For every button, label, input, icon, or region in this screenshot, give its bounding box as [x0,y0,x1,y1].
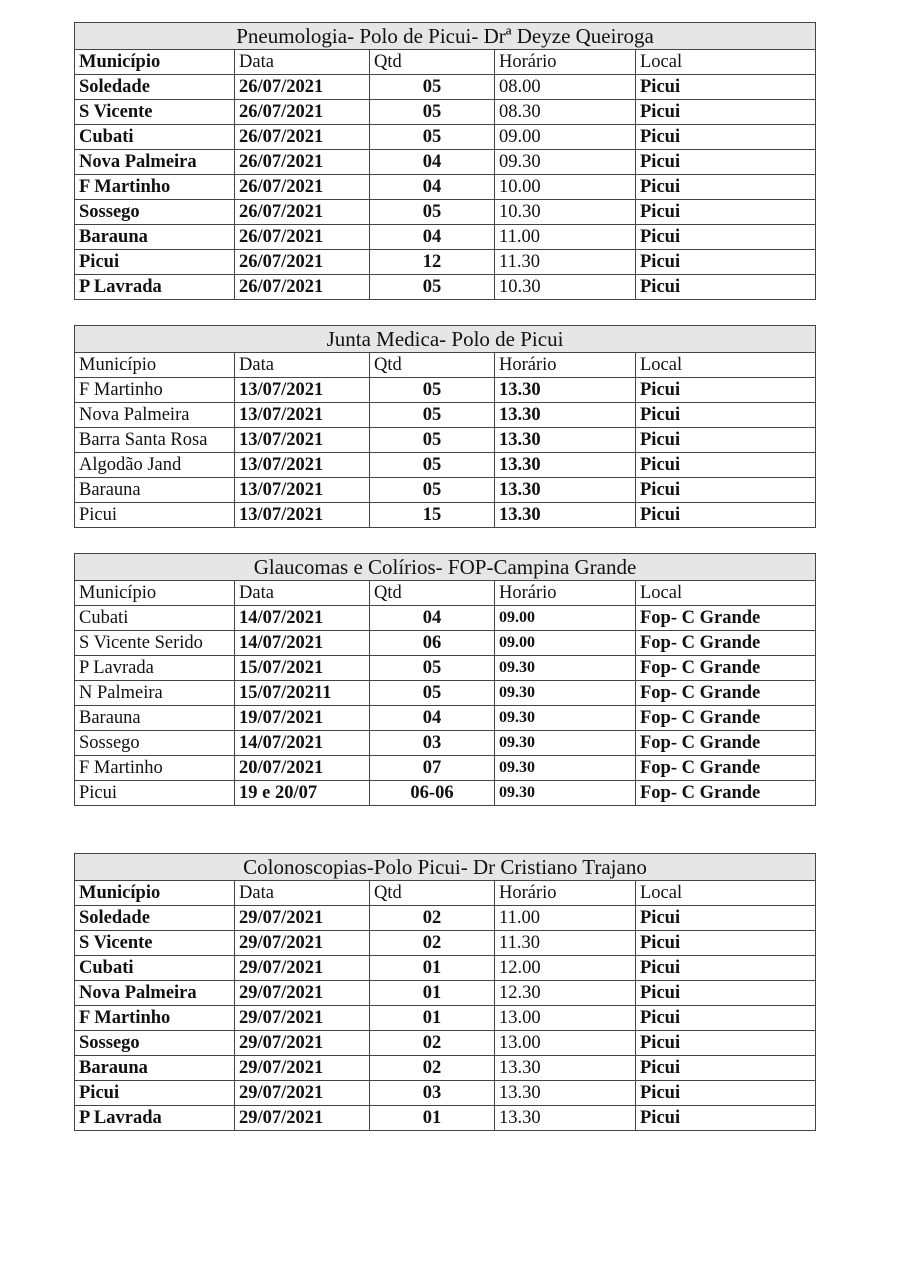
cell-data: 29/07/2021 [235,1056,370,1081]
cell-local: Fop- C Grande [636,756,816,781]
table-row [75,125,816,150]
column-header-municipio: Município [75,881,235,906]
cell-municipio: Barra Santa Rosa [75,428,235,453]
cell-data: 26/07/2021 [235,225,370,250]
cell-municipio: S Vicente [75,931,235,956]
cell-horario: 11.30 [495,250,636,275]
table-row [75,631,816,656]
table-row [75,656,816,681]
table-row [75,250,816,275]
column-header-data: Data [235,50,370,75]
table-title: Glaucomas e Colírios- FOP-Campina Grande [75,554,816,581]
cell-municipio: Barauna [75,1056,235,1081]
cell-qtd: 07 [370,756,495,781]
column-header-horario: Horário [495,353,636,378]
table-row [75,150,816,175]
cell-local: Picui [636,503,816,528]
cell-qtd: 02 [370,1056,495,1081]
cell-municipio: Picui [75,1081,235,1106]
table-row [75,1081,816,1106]
cell-local: Picui [636,1106,816,1131]
cell-data: 26/07/2021 [235,175,370,200]
cell-data: 13/07/2021 [235,453,370,478]
cell-municipio: Soledade [75,906,235,931]
schedule-table [74,22,816,300]
cell-local: Picui [636,275,816,300]
cell-local: Picui [636,1006,816,1031]
cell-local: Picui [636,906,816,931]
cell-data: 29/07/2021 [235,1031,370,1056]
cell-data: 19 e 20/07 [235,781,370,806]
table-row [75,681,816,706]
cell-horario: 12.30 [495,981,636,1006]
cell-horario: 09.30 [495,656,636,681]
cell-qtd: 02 [370,931,495,956]
cell-horario: 13.30 [495,1106,636,1131]
cell-data: 26/07/2021 [235,200,370,225]
cell-qtd: 12 [370,250,495,275]
cell-municipio: Barauna [75,706,235,731]
cell-municipio: Sossego [75,1031,235,1056]
cell-qtd: 05 [370,453,495,478]
cell-local: Picui [636,175,816,200]
cell-horario: 13.00 [495,1006,636,1031]
cell-municipio: Nova Palmeira [75,981,235,1006]
cell-qtd: 15 [370,503,495,528]
cell-horario: 09.00 [495,606,636,631]
cell-qtd: 04 [370,175,495,200]
cell-municipio: Picui [75,503,235,528]
cell-horario: 09.30 [495,781,636,806]
column-header-qtd: Qtd [370,353,495,378]
cell-local: Picui [636,931,816,956]
table-title: Junta Medica- Polo de Picui [75,326,816,353]
cell-municipio: Picui [75,250,235,275]
cell-qtd: 04 [370,706,495,731]
cell-local: Picui [636,1081,816,1106]
cell-municipio: Picui [75,781,235,806]
cell-data: 26/07/2021 [235,75,370,100]
cell-municipio: F Martinho [75,175,235,200]
cell-data: 13/07/2021 [235,503,370,528]
schedule-table [74,325,816,528]
table-row [75,200,816,225]
column-header-data: Data [235,581,370,606]
cell-municipio: P Lavrada [75,275,235,300]
column-header-qtd: Qtd [370,50,495,75]
cell-horario: 13.00 [495,1031,636,1056]
table-row [75,75,816,100]
cell-data: 29/07/2021 [235,1106,370,1131]
cell-qtd: 05 [370,200,495,225]
cell-data: 26/07/2021 [235,125,370,150]
cell-local: Picui [636,125,816,150]
cell-municipio: F Martinho [75,1006,235,1031]
cell-local: Fop- C Grande [636,656,816,681]
cell-data: 26/07/2021 [235,100,370,125]
cell-local: Fop- C Grande [636,606,816,631]
cell-qtd: 02 [370,1031,495,1056]
cell-local: Fop- C Grande [636,781,816,806]
cell-local: Picui [636,453,816,478]
schedule-table [74,553,816,806]
cell-qtd: 05 [370,378,495,403]
column-header-municipio: Município [75,353,235,378]
cell-qtd: 01 [370,1106,495,1131]
column-header-municipio: Município [75,581,235,606]
cell-qtd: 05 [370,75,495,100]
cell-local: Picui [636,428,816,453]
table-title: Pneumologia- Polo de Picui- Drª Deyze Queiroga [75,23,816,50]
cell-local: Picui [636,478,816,503]
cell-qtd: 04 [370,225,495,250]
column-header-municipio: Município [75,50,235,75]
table-row [75,453,816,478]
cell-horario: 13.30 [495,503,636,528]
cell-municipio: Barauna [75,225,235,250]
cell-horario: 13.30 [495,1056,636,1081]
cell-local: Picui [636,150,816,175]
cell-horario: 11.00 [495,225,636,250]
cell-data: 19/07/2021 [235,706,370,731]
cell-data: 29/07/2021 [235,1006,370,1031]
column-header-local: Local [636,353,816,378]
cell-qtd: 01 [370,956,495,981]
cell-qtd: 03 [370,731,495,756]
cell-qtd: 05 [370,100,495,125]
table-row [75,606,816,631]
cell-horario: 13.30 [495,403,636,428]
header-row [75,353,816,378]
cell-data: 29/07/2021 [235,1081,370,1106]
cell-municipio: S Vicente [75,100,235,125]
cell-municipio: Algodão Jand [75,453,235,478]
cell-data: 29/07/2021 [235,931,370,956]
cell-municipio: F Martinho [75,756,235,781]
table-row [75,428,816,453]
cell-horario: 13.30 [495,453,636,478]
header-row [75,881,816,906]
table-row [75,706,816,731]
cell-data: 13/07/2021 [235,403,370,428]
column-header-horario: Horário [495,50,636,75]
column-header-qtd: Qtd [370,881,495,906]
header-row [75,50,816,75]
cell-local: Fop- C Grande [636,631,816,656]
cell-qtd: 05 [370,428,495,453]
cell-qtd: 05 [370,656,495,681]
cell-local: Picui [636,200,816,225]
table-row [75,1056,816,1081]
cell-qtd: 04 [370,150,495,175]
table-row [75,906,816,931]
cell-municipio: N Palmeira [75,681,235,706]
cell-qtd: 05 [370,478,495,503]
cell-horario: 13.30 [495,478,636,503]
cell-data: 29/07/2021 [235,906,370,931]
cell-data: 26/07/2021 [235,150,370,175]
table-row [75,378,816,403]
cell-municipio: Cubati [75,125,235,150]
cell-horario: 09.30 [495,150,636,175]
table-row [75,1006,816,1031]
cell-data: 14/07/2021 [235,731,370,756]
cell-municipio: Cubati [75,956,235,981]
table-row [75,781,816,806]
cell-horario: 09.30 [495,706,636,731]
cell-qtd: 05 [370,275,495,300]
table-row [75,275,816,300]
table-row [75,756,816,781]
cell-horario: 10.00 [495,175,636,200]
cell-municipio: Sossego [75,731,235,756]
cell-data: 15/07/20211 [235,681,370,706]
cell-local: Fop- C Grande [636,681,816,706]
cell-horario: 09.00 [495,631,636,656]
column-header-local: Local [636,881,816,906]
cell-horario: 08.00 [495,75,636,100]
column-header-qtd: Qtd [370,581,495,606]
cell-horario: 13.30 [495,378,636,403]
cell-horario: 12.00 [495,956,636,981]
table-row [75,931,816,956]
table-row [75,225,816,250]
cell-local: Picui [636,378,816,403]
cell-qtd: 02 [370,906,495,931]
cell-local: Fop- C Grande [636,731,816,756]
cell-local: Picui [636,75,816,100]
cell-local: Picui [636,981,816,1006]
cell-horario: 09.30 [495,681,636,706]
cell-qtd: 04 [370,606,495,631]
cell-qtd: 05 [370,125,495,150]
column-header-horario: Horário [495,881,636,906]
column-header-data: Data [235,353,370,378]
cell-data: 13/07/2021 [235,478,370,503]
cell-data: 14/07/2021 [235,606,370,631]
table-row [75,503,816,528]
cell-local: Picui [636,250,816,275]
table-row [75,956,816,981]
cell-horario: 09.30 [495,756,636,781]
table-title: Colonoscopias-Polo Picui- Dr Cristiano Trajano [75,854,816,881]
table-row [75,1106,816,1131]
cell-qtd: 06 [370,631,495,656]
header-row [75,581,816,606]
cell-horario: 08.30 [495,100,636,125]
cell-local: Picui [636,1056,816,1081]
cell-data: 29/07/2021 [235,981,370,1006]
cell-local: Picui [636,403,816,428]
cell-data: 14/07/2021 [235,631,370,656]
cell-data: 26/07/2021 [235,250,370,275]
cell-local: Picui [636,956,816,981]
cell-municipio: F Martinho [75,378,235,403]
cell-local: Picui [636,225,816,250]
table-row [75,478,816,503]
cell-municipio: Cubati [75,606,235,631]
cell-qtd: 01 [370,981,495,1006]
table-row [75,175,816,200]
cell-qtd: 03 [370,1081,495,1106]
cell-horario: 10.30 [495,275,636,300]
cell-qtd: 01 [370,1006,495,1031]
cell-municipio: Nova Palmeira [75,403,235,428]
cell-horario: 10.30 [495,200,636,225]
cell-municipio: S Vicente Serido [75,631,235,656]
table-row [75,981,816,1006]
table-row [75,403,816,428]
cell-municipio: P Lavrada [75,656,235,681]
cell-municipio: Sossego [75,200,235,225]
cell-data: 13/07/2021 [235,428,370,453]
cell-qtd: 05 [370,403,495,428]
column-header-horario: Horário [495,581,636,606]
table-row [75,731,816,756]
cell-data: 26/07/2021 [235,275,370,300]
cell-local: Picui [636,100,816,125]
cell-horario: 09.30 [495,731,636,756]
cell-local: Fop- C Grande [636,706,816,731]
column-header-local: Local [636,581,816,606]
cell-horario: 09.00 [495,125,636,150]
column-header-local: Local [636,50,816,75]
cell-data: 29/07/2021 [235,956,370,981]
cell-qtd: 06-06 [370,781,495,806]
table-row [75,100,816,125]
cell-municipio: Nova Palmeira [75,150,235,175]
cell-municipio: P Lavrada [75,1106,235,1131]
cell-data: 13/07/2021 [235,378,370,403]
cell-qtd: 05 [370,681,495,706]
cell-data: 15/07/2021 [235,656,370,681]
cell-horario: 11.30 [495,931,636,956]
cell-local: Picui [636,1031,816,1056]
table-row [75,1031,816,1056]
cell-municipio: Barauna [75,478,235,503]
cell-municipio: Soledade [75,75,235,100]
cell-horario: 13.30 [495,428,636,453]
column-header-data: Data [235,881,370,906]
schedule-table [74,853,816,1131]
cell-horario: 11.00 [495,906,636,931]
cell-data: 20/07/2021 [235,756,370,781]
cell-horario: 13.30 [495,1081,636,1106]
